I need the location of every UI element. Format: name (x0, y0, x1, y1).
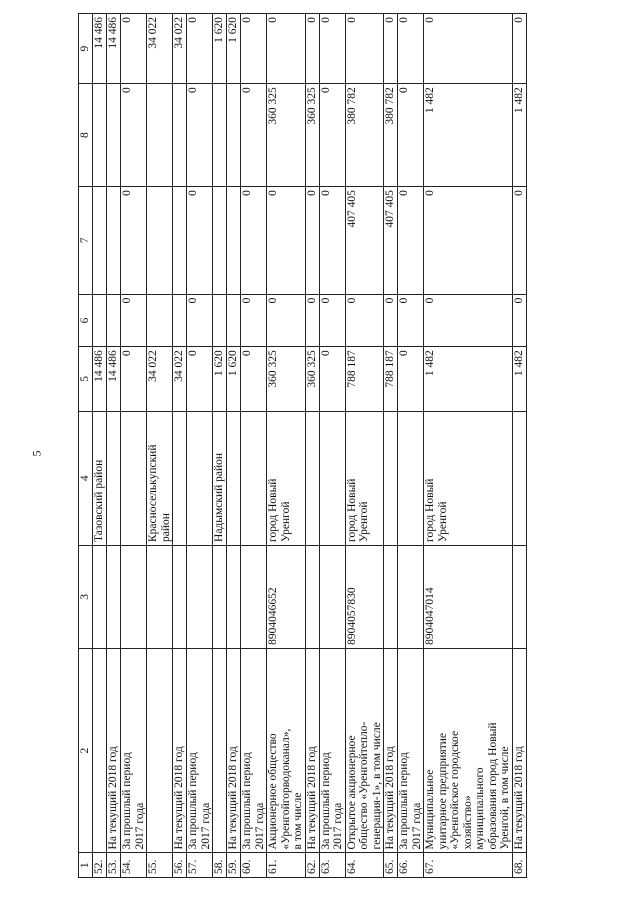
row-name-cell: На текущий 2018 год (173, 648, 187, 853)
col-8-cell: 0 (187, 84, 213, 187)
col-8-cell (107, 84, 121, 187)
col-9-cell: 0 (424, 14, 513, 84)
col-6-cell: 0 (187, 294, 213, 347)
row-name-cell: За прошлый период 2017 года (187, 648, 213, 853)
col-9-cell: 0 (512, 14, 526, 84)
data-table (78, 13, 527, 878)
col-9-cell: 0 (241, 14, 267, 84)
col-8-cell: 0 (241, 84, 267, 187)
row-number-cell: 52. (93, 853, 107, 878)
col-9-cell: 0 (384, 14, 398, 84)
inn-cell (187, 545, 213, 648)
inn-cell (384, 545, 398, 648)
table-header-row (79, 14, 93, 878)
row-number-cell: 63. (319, 853, 345, 878)
row-number-cell: 67. (424, 853, 513, 878)
inn-cell (241, 545, 267, 648)
inn-cell (107, 545, 121, 648)
col-7-cell: 0 (305, 187, 319, 295)
header-cell: 1 (79, 853, 93, 878)
col-5-cell: 788 187 (384, 347, 398, 411)
row-number-cell: 54. (121, 853, 147, 878)
col-8-cell: 380 782 (384, 84, 398, 187)
table-row (424, 14, 513, 878)
col-5-cell: 1 620 (213, 347, 227, 411)
col-9-cell: 14 486 (93, 14, 107, 84)
col-8-cell (213, 84, 227, 187)
col-7-cell: 0 (424, 187, 513, 295)
row-name-cell: На текущий 2018 год (512, 648, 526, 853)
col-9-cell: 0 (305, 14, 319, 84)
col-5-cell: 1 482 (512, 347, 526, 411)
col-7-cell: 0 (241, 187, 267, 295)
col-5-cell: 0 (319, 347, 345, 411)
district-cell: город Новый Уренгой (267, 411, 306, 545)
col-5-cell: 14 486 (93, 347, 107, 411)
col-6-cell: 0 (384, 294, 398, 347)
col-8-cell: 0 (398, 84, 424, 187)
rotated-table-container (78, 13, 598, 878)
table-row (267, 14, 306, 878)
col-8-cell: 360 325 (267, 84, 306, 187)
district-cell (398, 411, 424, 545)
row-name-cell: На текущий 2018 год (384, 648, 398, 853)
table-row (319, 14, 345, 878)
col-7-cell: 0 (267, 187, 306, 295)
table-row (305, 14, 319, 878)
col-5-cell: 360 325 (267, 347, 306, 411)
table-row (345, 14, 384, 878)
col-8-cell: 360 325 (305, 84, 319, 187)
col-5-cell: 1 482 (424, 347, 513, 411)
inn-cell (305, 545, 319, 648)
col-8-cell (227, 84, 241, 187)
table-row (241, 14, 267, 878)
col-7-cell: 407 405 (384, 187, 398, 295)
col-9-cell: 14 486 (107, 14, 121, 84)
table-row (512, 14, 526, 878)
row-name-cell (213, 648, 227, 853)
col-5-cell: 1 620 (227, 347, 241, 411)
row-number-cell: 65. (384, 853, 398, 878)
inn-cell (512, 545, 526, 648)
row-name-cell: На текущий 2018 год (227, 648, 241, 853)
district-cell (173, 411, 187, 545)
col-8-cell: 1 482 (512, 84, 526, 187)
col-9-cell: 0 (187, 14, 213, 84)
table-body (93, 14, 527, 878)
col-5-cell: 788 187 (345, 347, 384, 411)
col-6-cell (93, 294, 107, 347)
row-name-cell (93, 648, 107, 853)
row-number-cell: 57. (187, 853, 213, 878)
col-5-cell: 34 022 (147, 347, 173, 411)
col-5-cell: 0 (121, 347, 147, 411)
district-cell (319, 411, 345, 545)
table-row (213, 14, 227, 878)
col-7-cell (93, 187, 107, 295)
col-6-cell (147, 294, 173, 347)
row-name-cell: На текущий 2018 год (107, 648, 121, 853)
col-9-cell: 0 (345, 14, 384, 84)
header-cell: 7 (79, 187, 93, 295)
row-number-cell: 53. (107, 853, 121, 878)
header-cell: 3 (79, 545, 93, 648)
col-9-cell: 1 620 (213, 14, 227, 84)
col-6-cell: 0 (424, 294, 513, 347)
col-6-cell (213, 294, 227, 347)
row-name-cell: Открытое акционерное общество «Уренгойтепло- генерация-1», в том числе (345, 648, 384, 853)
row-number-cell: 62. (305, 853, 319, 878)
col-5-cell: 0 (187, 347, 213, 411)
row-number-cell: 59. (227, 853, 241, 878)
page-number: 5 (29, 450, 44, 457)
col-6-cell: 0 (319, 294, 345, 347)
col-7-cell (227, 187, 241, 295)
col-6-cell: 0 (267, 294, 306, 347)
inn-cell (121, 545, 147, 648)
col-7-cell: 0 (187, 187, 213, 295)
table-row (187, 14, 213, 878)
col-6-cell (107, 294, 121, 347)
row-number-cell: 55. (147, 853, 173, 878)
inn-cell (173, 545, 187, 648)
col-7-cell (213, 187, 227, 295)
col-9-cell: 0 (267, 14, 306, 84)
col-8-cell: 0 (121, 84, 147, 187)
col-7-cell: 0 (121, 187, 147, 295)
table-row (384, 14, 398, 878)
table-row (121, 14, 147, 878)
district-cell (187, 411, 213, 545)
district-cell (241, 411, 267, 545)
col-7-cell: 0 (398, 187, 424, 295)
inn-cell: 8904047014 (424, 545, 513, 648)
district-cell (384, 411, 398, 545)
table-row (398, 14, 424, 878)
inn-cell (147, 545, 173, 648)
inn-cell (227, 545, 241, 648)
col-9-cell: 34 022 (173, 14, 187, 84)
row-name-cell (147, 648, 173, 853)
district-cell: Надымский район (213, 411, 227, 545)
col-6-cell: 0 (398, 294, 424, 347)
inn-cell: 8904046652 (267, 545, 306, 648)
table-row (107, 14, 121, 878)
table-row (173, 14, 187, 878)
col-8-cell: 0 (319, 84, 345, 187)
row-number-cell: 64. (345, 853, 384, 878)
district-cell (121, 411, 147, 545)
col-8-cell: 1 482 (424, 84, 513, 187)
row-name-cell: За прошлый период 2017 года (121, 648, 147, 853)
inn-cell (93, 545, 107, 648)
col-5-cell: 34 022 (173, 347, 187, 411)
row-name-cell: Акционерное общество «Уренгойгорводоканал», в том числе (267, 648, 306, 853)
col-6-cell: 0 (512, 294, 526, 347)
row-name-cell: На текущий 2018 год (305, 648, 319, 853)
col-5-cell: 0 (241, 347, 267, 411)
table-row (147, 14, 173, 878)
row-number-cell: 68. (512, 853, 526, 878)
table-row (93, 14, 107, 878)
col-8-cell (147, 84, 173, 187)
col-6-cell: 0 (241, 294, 267, 347)
header-cell: 6 (79, 294, 93, 347)
row-number-cell: 61. (267, 853, 306, 878)
header-cell: 2 (79, 648, 93, 853)
inn-cell (398, 545, 424, 648)
header-cell: 4 (79, 411, 93, 545)
table-row (227, 14, 241, 878)
col-8-cell (93, 84, 107, 187)
header-cell: 9 (79, 14, 93, 84)
col-5-cell: 14 486 (107, 347, 121, 411)
inn-cell: 8904057830 (345, 545, 384, 648)
col-9-cell: 0 (121, 14, 147, 84)
district-cell: Тазовский район (93, 411, 107, 545)
row-number-cell: 56. (173, 853, 187, 878)
col-6-cell (173, 294, 187, 347)
inn-cell (319, 545, 345, 648)
district-cell: город Новый Уренгой (424, 411, 513, 545)
col-9-cell: 34 022 (147, 14, 173, 84)
col-7-cell: 0 (512, 187, 526, 295)
col-5-cell: 360 325 (305, 347, 319, 411)
district-cell (305, 411, 319, 545)
district-cell: город Новый Уренгой (345, 411, 384, 545)
header-cell: 5 (79, 347, 93, 411)
inn-cell (213, 545, 227, 648)
row-name-cell: За прошлый период 2017 года (319, 648, 345, 853)
district-cell (107, 411, 121, 545)
col-7-cell: 0 (319, 187, 345, 295)
col-6-cell: 0 (345, 294, 384, 347)
col-9-cell: 1 620 (227, 14, 241, 84)
district-cell (512, 411, 526, 545)
col-7-cell (147, 187, 173, 295)
row-number-cell: 60. (241, 853, 267, 878)
row-number-cell: 66. (398, 853, 424, 878)
row-name-cell: Муниципальное унитарное предприятие «Уренгойское городское хозяйство» муниципального образования город Новый Уренгой, в том числе (424, 648, 513, 853)
col-8-cell: 380 782 (345, 84, 384, 187)
district-cell: Красноселькупский район (147, 411, 173, 545)
col-9-cell: 0 (398, 14, 424, 84)
col-5-cell: 0 (398, 347, 424, 411)
row-name-cell: За прошлый период 2017 года (241, 648, 267, 853)
col-6-cell: 0 (121, 294, 147, 347)
col-7-cell (173, 187, 187, 295)
district-cell (227, 411, 241, 545)
col-6-cell (227, 294, 241, 347)
row-number-cell: 58. (213, 853, 227, 878)
col-6-cell: 0 (305, 294, 319, 347)
header-cell: 8 (79, 84, 93, 187)
col-7-cell (107, 187, 121, 295)
col-8-cell (173, 84, 187, 187)
col-9-cell: 0 (319, 14, 345, 84)
row-name-cell: За прошлый период 2017 года (398, 648, 424, 853)
col-7-cell: 407 405 (345, 187, 384, 295)
